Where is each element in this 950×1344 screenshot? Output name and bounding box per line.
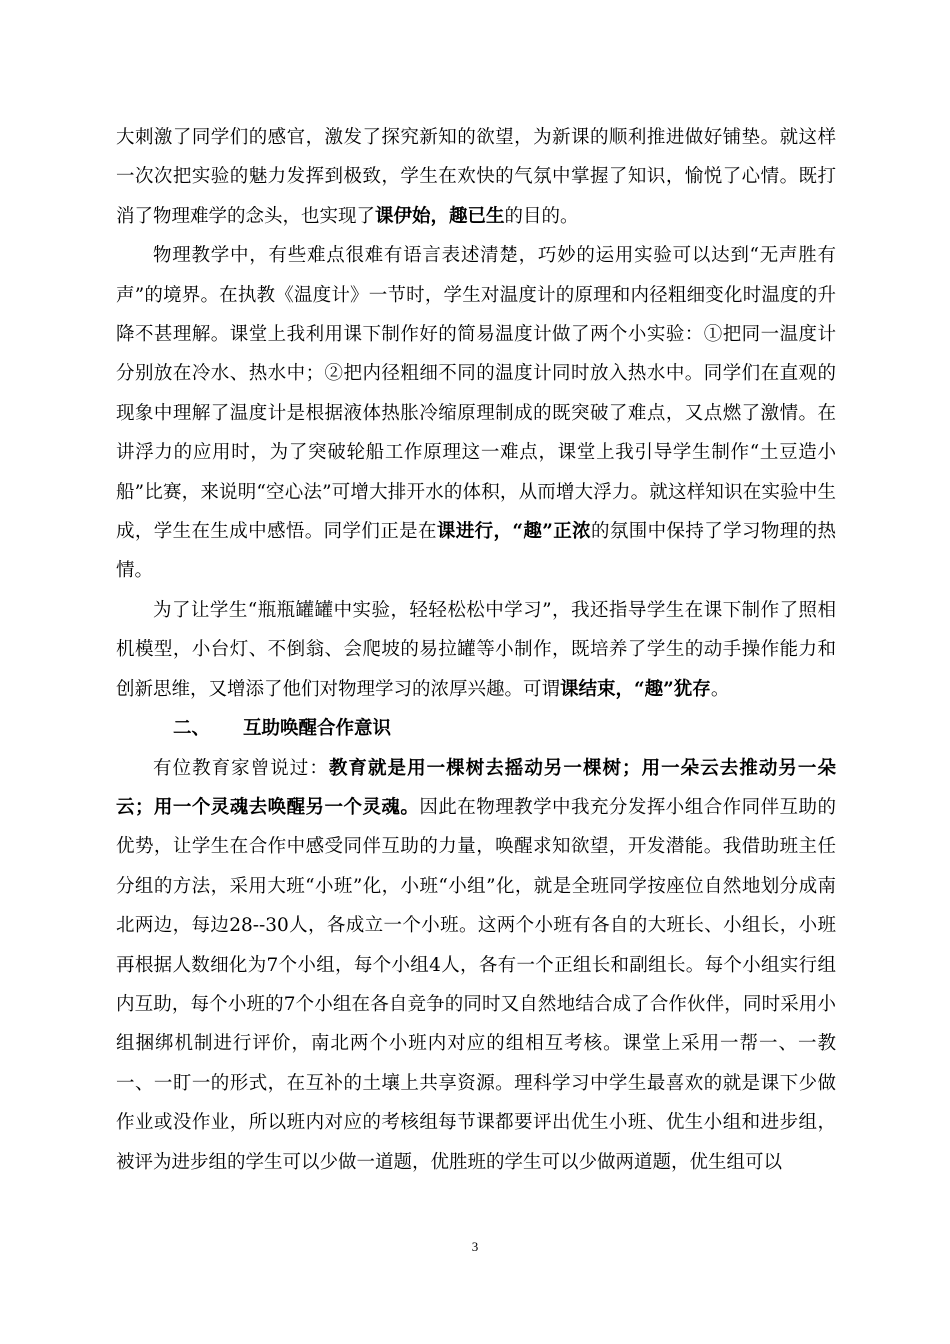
paragraph-1 — [116, 118, 836, 236]
bold-run: 课进行，“趣”正浓 — [436, 521, 591, 543]
section-title: 互助唤醒合作意识 — [243, 718, 392, 740]
text-run: 物理教学中，有些难点很难有语言表述清楚，巧妙的运用实验可以达到“无声胜有声”的境界。在执教《温度计》一节时，学生对温度计的原理和内径粗细变化时温度的升降不甚理解。课堂上我利用课下制作好的简易温度计做了两个小实验：①把同一温度计分别放在冷水、热水中；②把内径粗细不同的温度计同时放入热水中。同学们在直观的现象中理解了温度计是根据液体热胀冷缩原理制成的既突破了难点，又点燃了激情。在讲浮力的应用时，为了突破轮船工作原理这一难点，课堂上我引导学生制作“土豆造小船”比赛，来说明“空心法”可增大排开水的体积，从而增大浮力。就这样知识在实验中生成，学生在生成中感悟。同学们正是在 — [116, 245, 836, 543]
body-text — [116, 118, 836, 1182]
text-run: 的氛围中保持了学习物理的热情。 — [116, 521, 836, 582]
text-run: 因此在物理教学中我充分发挥小组合作同伴互助的优势，让学生在合作中感受同伴互助的力量，唤醒求知欲望，开发潜能。我借助班主任分组的方法，采用大班“小班”化，小班“小组”化，就是全班同学按座位自然地划分成南北两边，每边28--30人，各成立一个小班。这两个小班有各自的大班长、小组长，小班再根据人数细化为7个小组，每个小组4人，各有一个正组长和副组长。每个小组实行组内互助，每个小班的7个小组在各自竞争的同时又自然地结合成了合作伙伴，同时采用小组捆绑机制进行评价，南北两个小班内对应的组相互考核。课堂上采用一帮一、一教一、一盯一的形式，在互补的土壤上共享资源。理科学习中学生最喜欢的就是课下少做作业或没作业，所以班内对应的考核组每节课都要评出优生小班、优生小组和进步组，被评为进步组的学生可以少做一道题，优胜班的学生可以少做两道题，优生组可以 — [116, 796, 836, 1173]
text-run: 。 — [710, 678, 730, 700]
text-run: 大刺激了同学们的感官，激发了探究新知的欲望，为新课的顺利推进做好铺垫。就这样一次次把实验的魅力发挥到极致，学生在欢快的气氛中掌握了知识，愉悦了心情。既打消了物理难学的念头，也实现了 — [116, 127, 836, 227]
paragraph-2 — [116, 236, 836, 591]
bold-run: 教育就是用一棵树去摇动另一棵树；用一朵云去推动另一朵云；用一个灵魂去唤醒另一个灵魂。 — [116, 757, 836, 818]
section-number: 二、 — [173, 718, 211, 740]
bold-run: 课伊始，趣已生 — [375, 205, 505, 227]
page-number: 3 — [471, 1239, 479, 1254]
paragraph-4 — [116, 749, 836, 1182]
text-run: 为了让学生“瓶瓶罐罐中实验，轻轻松松中学习”，我还指导学生在课下制作了照相机模型，小台灯、不倒翁、会爬坡的易拉罐等小制作，既培养了学生的动手操作能力和创新思维，又增添了他们对物理学习的浓厚兴趣。可谓 — [116, 599, 836, 700]
text-run: 的目的。 — [504, 205, 579, 227]
bold-run: 课结束，“趣”犹存 — [560, 678, 711, 700]
text-run: 有位教育家曾说过： — [153, 757, 329, 779]
section-heading — [116, 709, 836, 748]
paragraph-3 — [116, 591, 836, 709]
